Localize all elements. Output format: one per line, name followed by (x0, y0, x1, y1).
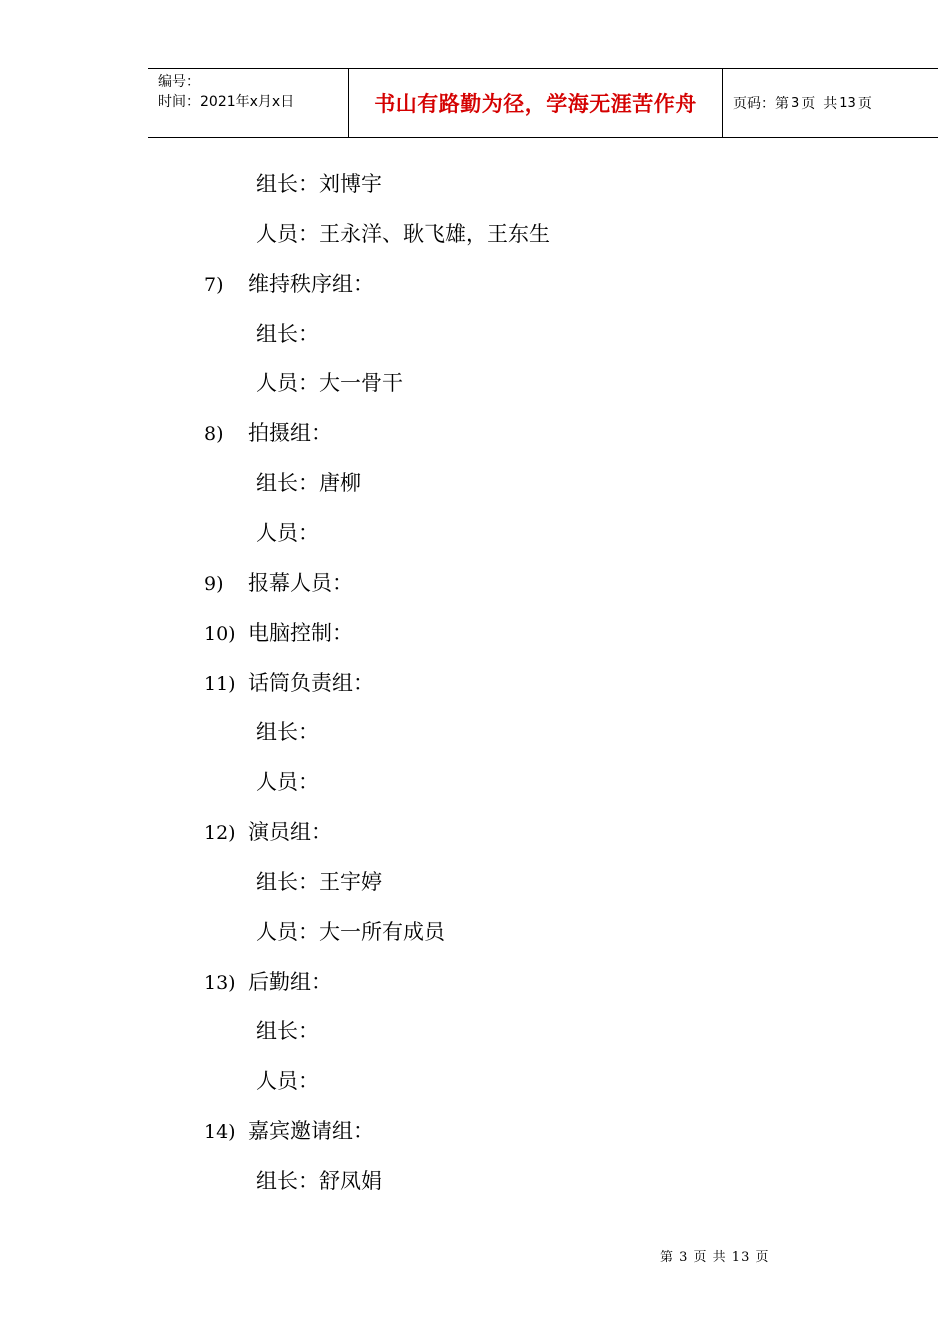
number-label: 编号： (158, 74, 200, 90)
item-text: 组长：刘博宇 (256, 172, 382, 196)
item-number: 10) (204, 623, 236, 645)
list-item (204, 269, 374, 300)
item-text: 组长： (256, 322, 319, 346)
item-text: 嘉宾邀请组： (248, 1119, 374, 1143)
list-subitem (256, 1166, 382, 1196)
page-footer: 第 3 页 共 13 页 (660, 1250, 770, 1265)
list-subitem (256, 1016, 319, 1046)
list-item (204, 618, 353, 649)
item-text: 电脑控制： (248, 621, 353, 645)
list-item (204, 817, 332, 848)
list-subitem (256, 219, 550, 249)
page-unit: 页 (857, 96, 872, 112)
item-text: 人员：大一所有成员 (256, 920, 445, 944)
item-number: 9) (204, 573, 224, 595)
list-subitem (256, 518, 319, 548)
item-text: 组长： (256, 1019, 319, 1043)
list-subitem (256, 767, 319, 797)
item-text: 人员： (256, 770, 319, 794)
list-item (204, 568, 353, 599)
list-item (204, 668, 374, 699)
header-page-info (723, 69, 938, 137)
item-number: 13) (204, 972, 236, 994)
header-meta (148, 69, 349, 137)
list-subitem (256, 867, 382, 897)
item-text: 演员组： (248, 820, 332, 844)
list-subitem (256, 468, 361, 498)
item-number: 7) (204, 274, 224, 296)
item-text: 人员： (256, 1069, 319, 1093)
list-item (204, 967, 332, 998)
item-text: 人员：王永洋、耿飞雄，王东生 (256, 222, 550, 246)
item-text: 组长：唐柳 (256, 471, 361, 495)
page-header (148, 68, 938, 138)
list-subitem (256, 169, 382, 199)
list-subitem (256, 917, 445, 947)
item-text: 人员：大一骨干 (256, 371, 403, 395)
item-number: 14) (204, 1121, 236, 1143)
page-total-label: 共 (823, 96, 838, 112)
item-number: 11) (204, 673, 236, 695)
page-label: 页码：第 (733, 96, 789, 112)
item-text: 组长：舒凤娟 (256, 1169, 382, 1193)
list-subitem (256, 319, 319, 349)
page-unit: 页 (801, 96, 816, 112)
list-subitem (256, 368, 403, 398)
item-text: 报幕人员： (248, 571, 353, 595)
list-item (204, 1116, 374, 1147)
item-number: 8) (204, 423, 224, 445)
item-text: 后勤组： (248, 970, 332, 994)
item-text: 人员： (256, 521, 319, 545)
list-subitem (256, 1066, 319, 1096)
list-subitem (256, 717, 319, 747)
item-text: 拍摄组： (248, 421, 332, 445)
item-text: 组长： (256, 720, 319, 744)
list-item (204, 418, 332, 449)
header-motto: 书山有路勤为径，学海无涯苦作舟 (349, 69, 723, 137)
item-text: 组长：王宇婷 (256, 870, 382, 894)
item-text: 维持秩序组： (248, 272, 374, 296)
time-label: 时间：2021年x月x日 (158, 94, 295, 110)
item-text: 话筒负责组： (248, 671, 374, 695)
item-number: 12) (204, 822, 236, 844)
page-current: 3 (791, 95, 800, 111)
page-total: 13 (839, 95, 856, 111)
